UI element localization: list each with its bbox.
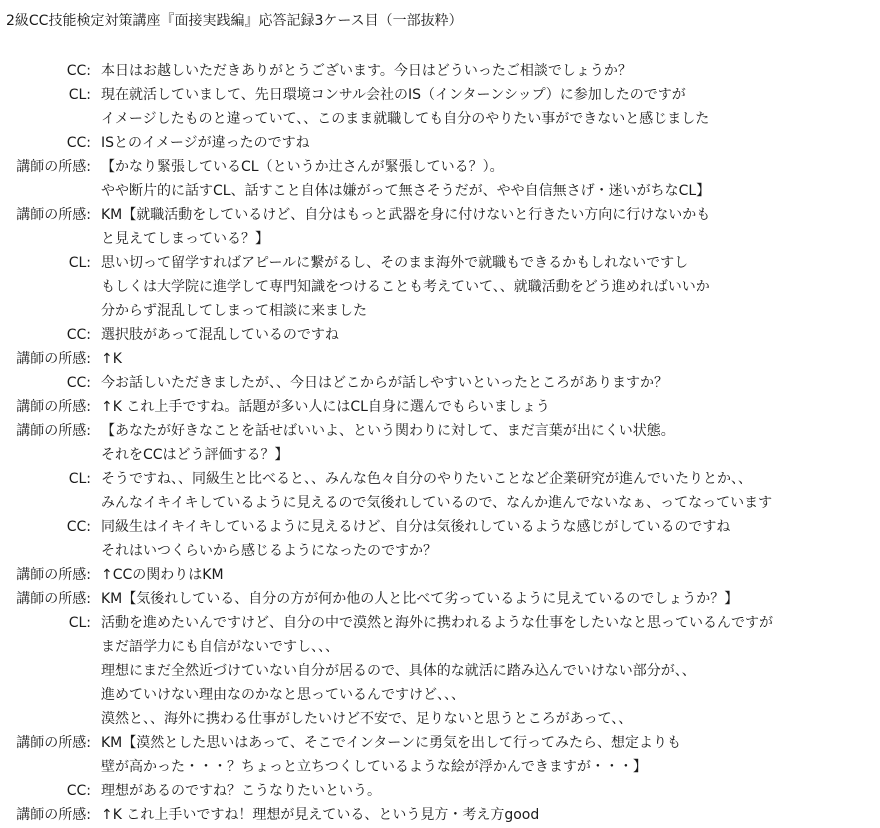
transcript-row [0, 371, 880, 395]
transcript-row [0, 443, 880, 467]
utterance-text: もしくは大学院に進学して専門知識をつけることも考えていて、、就職活動をどう進めればいいか [101, 279, 710, 295]
transcript-row [0, 155, 880, 179]
utterance-text: それはいつくらいから感じるようになったのですか？ [101, 543, 437, 559]
utterance-text: と見えてしまっている？】 [101, 231, 269, 247]
transcript-row [0, 83, 880, 107]
utterance-text: 本日はお越しいただきありがとうございます。今日はどういったご相談でしょうか？ [101, 63, 632, 79]
transcript [0, 59, 880, 827]
utterance-text: そうですね、、同級生と比べると、、みんな色々自分のやりたいことなど企業研究が進んでいたりとか、、 [101, 471, 752, 487]
transcript-row [0, 635, 880, 659]
transcript-row [0, 491, 880, 515]
speaker-label: 講師の所感: [16, 567, 91, 583]
transcript-row [0, 275, 880, 299]
utterance-text: 理想があるのですね？こうなりたいという。 [101, 783, 381, 799]
transcript-row [0, 203, 880, 227]
transcript-row [0, 299, 880, 323]
transcript-row [0, 59, 880, 83]
utterance-text: 理想にまだ全然近づけていない自分が居るので、具体的な就活に踏み込んでいけない部分が、、 [101, 663, 696, 679]
transcript-row [0, 731, 880, 755]
utterance-text: それをCCはどう評価する？】 [101, 447, 289, 463]
utterance-text: みんなイキイキしているように見えるので気後れしているので、なんか進んでないなぁ、ってなっています [101, 495, 773, 511]
transcript-row [0, 683, 880, 707]
transcript-row [0, 323, 880, 347]
speaker-label: CC: [66, 63, 91, 79]
speaker-label: 講師の所感: [16, 159, 91, 175]
speaker-label: CC: [66, 135, 91, 151]
transcript-row [0, 107, 880, 131]
utterance-text: ↑K これ上手ですね。話題が多い人にはCL自身に選んでもらいましょう [101, 399, 550, 415]
utterance-text: KM【漠然とした思いはあって、そこでインターンに勇気を出して行ってみたら、想定よりも [101, 735, 681, 751]
speaker-label: 講師の所感: [16, 207, 91, 223]
utterance-text: 同級生はイキイキしているように見えるけど、自分は気後れしているような感じがしているのですね [101, 519, 731, 535]
utterance-text: 【かなり緊張しているCL（というか辻さんが緊張している？）。 [101, 159, 504, 175]
speaker-label: 講師の所感: [16, 351, 91, 367]
speaker-label: CC: [66, 375, 91, 391]
document-title: 2級CC技能検定対策講座『面接実践編』応答記録3ケース目（一部抜粋） [6, 13, 463, 29]
transcript-row [0, 563, 880, 587]
utterance-text: ISとのイメージが違ったのですね [101, 135, 310, 151]
utterance-text: やや断片的に話すCL、話すこと自体は嫌がって無さそうだが、やや自信無さげ・迷いがちなCL】 [101, 183, 711, 199]
transcript-row [0, 611, 880, 635]
transcript-row [0, 659, 880, 683]
transcript-row [0, 395, 880, 419]
utterance-text: ↑K これ上手いですね！理想が見えている、という見方・考え方good [101, 807, 540, 823]
utterance-text: ↑K [101, 351, 122, 367]
utterance-text: KM【気後れしている、自分の方が何か他の人と比べて劣っているように見えているのでしょうか？】 [101, 591, 739, 607]
transcript-row [0, 803, 880, 827]
speaker-label: CC: [66, 519, 91, 535]
utterance-text: 活動を進めたいんですけど、自分の中で漠然と海外に携われるような仕事をしたいなと思っているんですが [101, 615, 773, 631]
transcript-row [0, 419, 880, 443]
utterance-text: 今お話しいただきましたが、、今日はどこからが話しやすいといったところがありますか？ [101, 375, 668, 391]
transcript-row [0, 251, 880, 275]
speaker-label: 講師の所感: [16, 423, 91, 439]
utterance-text: まだ語学力にも自信がないですし、、、 [101, 639, 339, 655]
speaker-label: 講師の所感: [16, 807, 91, 823]
transcript-row [0, 587, 880, 611]
transcript-row [0, 707, 880, 731]
transcript-row [0, 227, 880, 251]
transcript-row [0, 179, 880, 203]
utterance-text: 現在就活していまして、先日環境コンサル会社のIS（インターンシップ）に参加したのですが [101, 87, 686, 103]
speaker-label: CC: [66, 783, 91, 799]
utterance-text: ↑CCの関わりはKM [101, 567, 224, 583]
utterance-text: 進めていけない理由なのかなと思っているんですけど、、、 [101, 687, 465, 703]
utterance-text: 選択肢があって混乱しているのですね [101, 327, 339, 343]
transcript-row [0, 539, 880, 563]
speaker-label: 講師の所感: [16, 735, 91, 751]
transcript-row [0, 347, 880, 371]
utterance-text: 漠然と、、海外に携わる仕事がしたいけど不安で、足りないと思うところがあって、、 [101, 711, 633, 727]
utterance-text: 思い切って留学すればアピールに繋がるし、そのまま海外で就職もできるかもしれないですし [101, 255, 689, 271]
transcript-row [0, 131, 880, 155]
speaker-label: CL: [68, 255, 91, 271]
speaker-label: CC: [66, 327, 91, 343]
transcript-row [0, 755, 880, 779]
speaker-label: CL: [68, 615, 91, 631]
speaker-label: CL: [68, 471, 91, 487]
transcript-row [0, 515, 880, 539]
speaker-label: 講師の所感: [16, 399, 91, 415]
utterance-text: 【あなたが好きなことを話せばいいよ、という関わりに対して、まだ言葉が出にくい状態。 [101, 423, 675, 439]
utterance-text: 壁が高かった・・・？ちょっと立ちつくしているような絵が浮かんできますが・・・】 [101, 759, 647, 775]
transcript-row [0, 779, 880, 803]
speaker-label: CL: [68, 87, 91, 103]
utterance-text: イメージしたものと違っていて、、このまま就職しても自分のやりたい事ができないと感じました [101, 111, 710, 127]
utterance-text: 分からず混乱してしまって相談に来ました [101, 303, 367, 319]
transcript-row [0, 467, 880, 491]
utterance-text: KM【就職活動をしているけど、自分はもっと武器を身に付けないと行きたい方向に行けないかも [101, 207, 711, 223]
speaker-label: 講師の所感: [16, 591, 91, 607]
